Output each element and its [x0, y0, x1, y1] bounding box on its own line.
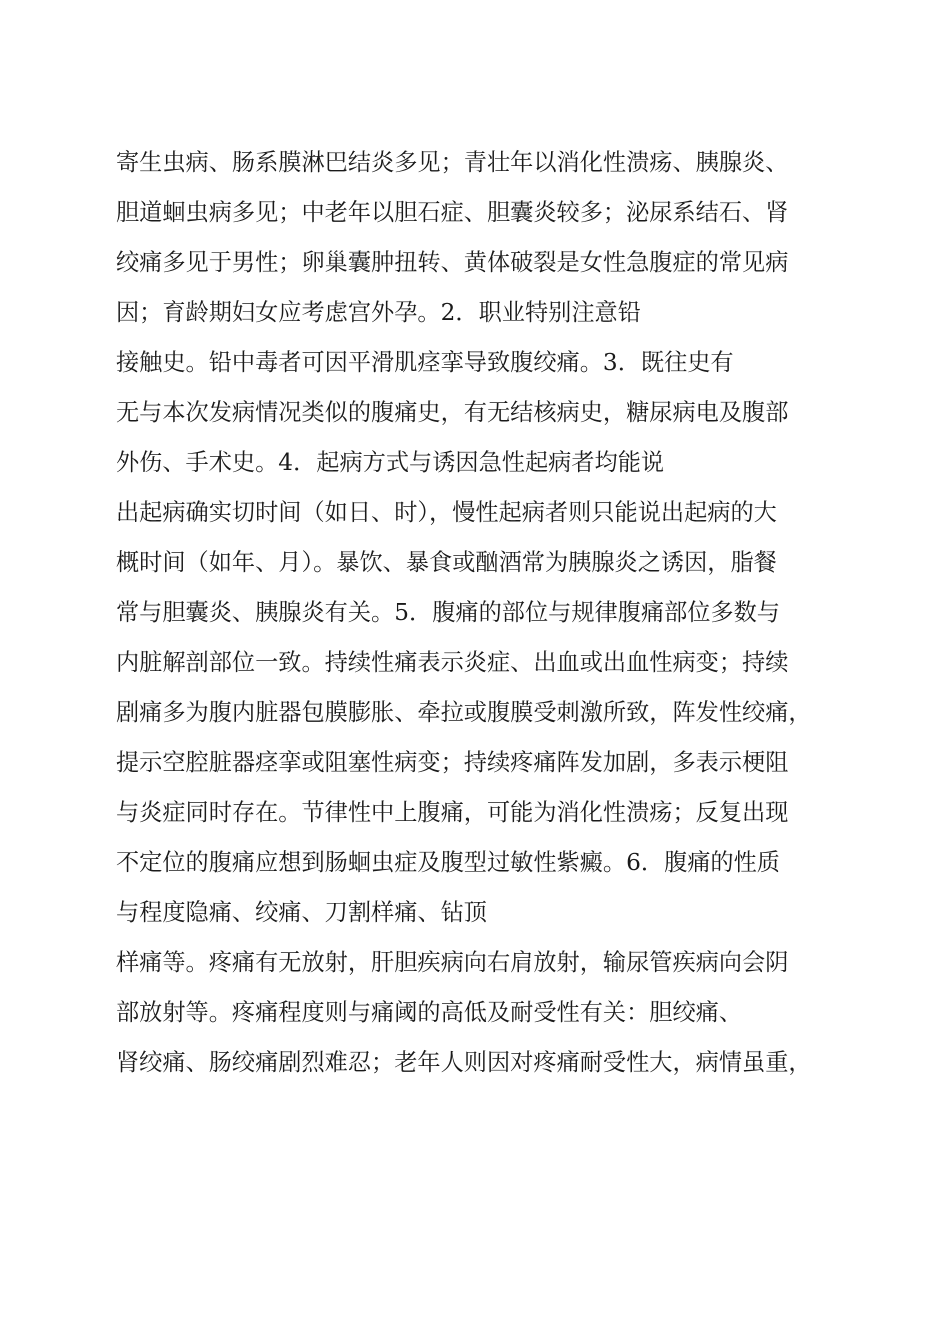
text-line: 概时间（如年、月）。暴饮、暴食或酗酒常为胰腺炎之诱因，脂餐 [116, 549, 777, 576]
text-line: 接触史。铅中毒者可因平滑肌痉挛导致腹绞痛。3．既往史有 [116, 349, 734, 376]
text-line: 与程度隐痛、绞痛、刀割样痛、钻顶 [116, 899, 487, 926]
text-line: 无与本次发病情况类似的腹痛史，有无结核病史，糖尿病电及腹部 [116, 399, 789, 426]
text-line: 胆道蛔虫病多见；中老年以胆石症、胆囊炎较多；泌尿系结石、肾 [116, 199, 789, 226]
text-line: 与炎症同时存在。节律性中上腹痛，可能为消化性溃疡；反复出现 [116, 799, 789, 826]
text-line: 内脏解剖部位一致。持续性痛表示炎症、出血或出血性病变；持续 [116, 649, 789, 676]
body-text [116, 138, 896, 1088]
text-line: 常与胆囊炎、胰腺炎有关。5．腹痛的部位与规律腹痛部位多数与 [116, 599, 780, 626]
text-line: 外伤、手术史。4．起病方式与诱因急性起病者均能说 [116, 449, 665, 476]
text-line: 剧痛多为腹内脏器包膜膨胀、牵拉或腹膜受刺激所致，阵发性绞痛， [116, 699, 812, 726]
text-line: 肾绞痛、肠绞痛剧烈难忍；老年人则因对疼痛耐受性大，病情虽重， [116, 1049, 812, 1076]
text-line: 部放射等。疼痛程度则与痛阈的高低及耐受性有关：胆绞痛、 [116, 999, 743, 1026]
text-line: 样痛等。疼痛有无放射，肝胆疾病向右肩放射，输尿管疾病向会阴 [116, 949, 789, 976]
text-line: 出起病确实切时间（如日、时），慢性起病者则只能说出起病的大 [116, 499, 777, 526]
text-line: 寄生虫病、肠系膜淋巴结炎多见；青壮年以消化性溃疡、胰腺炎、 [116, 149, 789, 176]
text-line: 绞痛多见于男性；卵巢囊肿扭转、黄体破裂是女性急腹症的常见病 [116, 249, 789, 276]
text-line: 提示空腔脏器痉挛或阻塞性病变；持续疼痛阵发加剧，多表示梗阻 [116, 749, 789, 776]
text-line: 因；育龄期妇女应考虑宫外孕。2．职业特别注意铅 [116, 299, 641, 326]
text-line: 不定位的腹痛应想到肠蛔虫症及腹型过敏性紫癜。6．腹痛的性质 [116, 849, 780, 876]
